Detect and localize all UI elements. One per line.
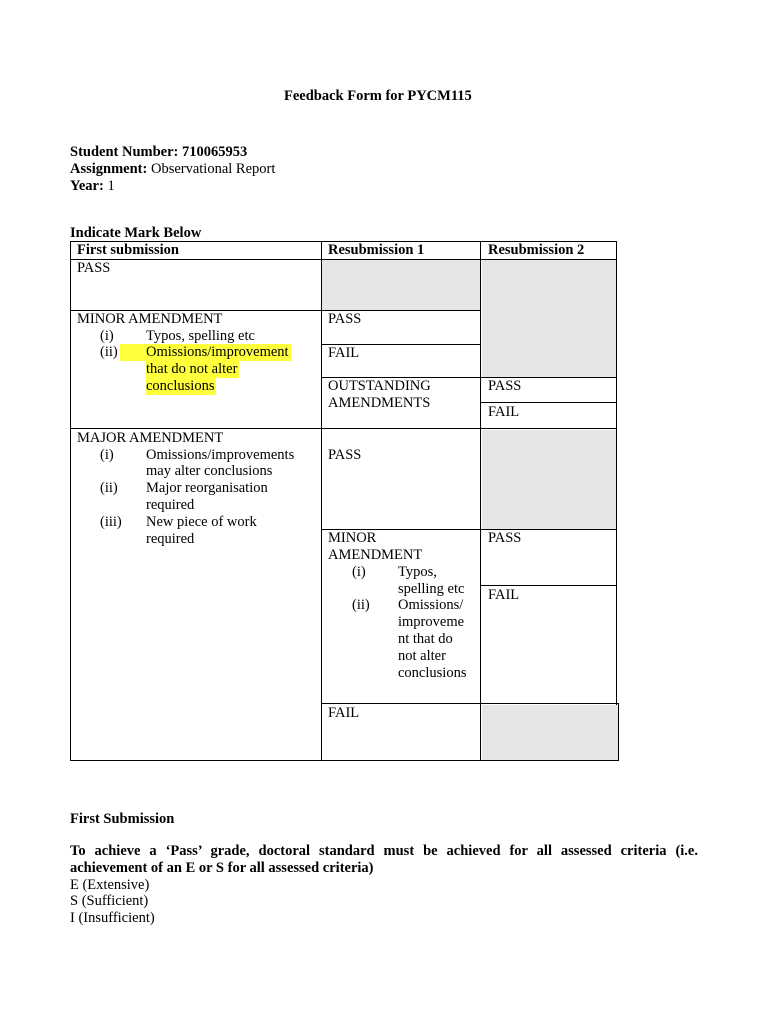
first-major-title: MAJOR AMENDMENT	[77, 430, 224, 446]
first-major-i-line2: may alter conclusions	[146, 463, 273, 479]
table-border	[480, 585, 617, 586]
resub1-minor-ii-line4: not alter	[398, 648, 446, 664]
resub1-minor-i-num: (i)	[352, 564, 366, 580]
grade-extensive: E (Extensive)	[70, 877, 150, 893]
header-resubmission-1: Resubmission 1	[328, 242, 425, 258]
resub2-fail-a: FAIL	[488, 404, 520, 420]
first-major-i-line1: Omissions/improvements	[146, 447, 295, 463]
year-value: 1	[107, 178, 115, 194]
table-border	[618, 704, 619, 761]
first-submission-para-line2: achievement of an E or S for all assessed criteria)	[70, 860, 374, 876]
first-major-ii-line2: required	[146, 497, 195, 513]
first-major-iii-line2: required	[146, 531, 195, 547]
assignment-value: Observational Report	[150, 161, 276, 177]
table-border	[70, 241, 71, 761]
first-major-iii-line1: New piece of work	[146, 514, 257, 530]
student-number-value: 710065953	[181, 144, 248, 160]
resub1-minor-i-line1: Typos,	[398, 564, 437, 580]
first-minor-ii-line1: Omissions/improvement	[120, 344, 291, 361]
assignment-row	[70, 161, 275, 178]
table-caption: Indicate Mark Below	[70, 225, 202, 241]
resub2-pass-a: PASS	[488, 378, 522, 394]
resub1-outstanding-line1: OUTSTANDING	[328, 378, 431, 394]
first-major-iii-num: (iii)	[100, 514, 122, 530]
resub1-fail-b: FAIL	[328, 705, 360, 721]
first-minor-ii-num: (ii)	[100, 344, 118, 360]
first-major-ii-line1: Major reorganisation	[146, 480, 268, 496]
assignment-label: Assignment:	[70, 161, 148, 177]
resub1-pass-b: PASS	[328, 447, 362, 463]
first-minor-ii-line3: conclusions	[146, 378, 215, 394]
header-resubmission-2: Resubmission 2	[488, 242, 585, 258]
year-row	[70, 178, 115, 195]
resub1-minor-ii-line1: Omissions/	[398, 597, 464, 613]
table-border	[70, 428, 617, 429]
resub1-minor-line2: AMENDMENT	[328, 547, 423, 563]
first-submission-heading: First Submission	[70, 811, 175, 827]
resub1-minor-ii-line3: nt that do	[398, 631, 453, 647]
resub1-fail-a: FAIL	[328, 345, 360, 361]
table-border	[70, 760, 619, 761]
shaded-cell	[482, 705, 618, 760]
resub1-minor-line1: MINOR	[328, 530, 377, 546]
table-border	[480, 241, 481, 761]
shaded-cell	[482, 430, 616, 529]
first-minor-ii-line2: that do not alter	[146, 361, 238, 377]
student-number-label: Student Number:	[70, 144, 179, 160]
first-submission-para-line1: To achieve a ‘Pass’ grade, doctoral standard must be achieved for all assessed criteria (i.e.	[70, 843, 698, 859]
resub1-minor-ii-line2: improveme	[398, 614, 465, 630]
table-border	[70, 259, 617, 260]
first-pass: PASS	[77, 260, 111, 276]
grade-sufficient: S (Sufficient)	[70, 893, 149, 909]
shaded-cell	[322, 260, 481, 310]
resub1-minor-ii-num: (ii)	[352, 597, 370, 613]
resub1-outstanding-line2: AMENDMENTS	[328, 395, 431, 411]
table-border	[321, 241, 322, 761]
resub1-minor-i-line2: spelling etc	[398, 581, 465, 597]
table-border	[321, 703, 619, 704]
resub2-pass-b: PASS	[488, 530, 522, 546]
first-minor-i-num: (i)	[100, 328, 114, 344]
first-major-i-num: (i)	[100, 447, 114, 463]
year-label: Year:	[70, 178, 104, 194]
shaded-cell	[482, 260, 616, 378]
table-border	[480, 402, 617, 403]
resub1-pass-a: PASS	[328, 311, 362, 327]
student-number-row	[70, 144, 247, 161]
resub1-minor-ii-line5: conclusions	[398, 665, 467, 681]
header-first-submission: First submission	[77, 242, 179, 258]
first-minor-i-text: Typos, spelling etc	[146, 328, 255, 344]
form-title: Feedback Form for PYCM115	[284, 88, 472, 104]
first-major-ii-num: (ii)	[100, 480, 118, 496]
first-minor-title: MINOR AMENDMENT	[77, 311, 223, 327]
table-border	[616, 241, 617, 705]
resub2-fail-b: FAIL	[488, 587, 520, 603]
grade-insufficient: I (Insufficient)	[70, 910, 155, 926]
